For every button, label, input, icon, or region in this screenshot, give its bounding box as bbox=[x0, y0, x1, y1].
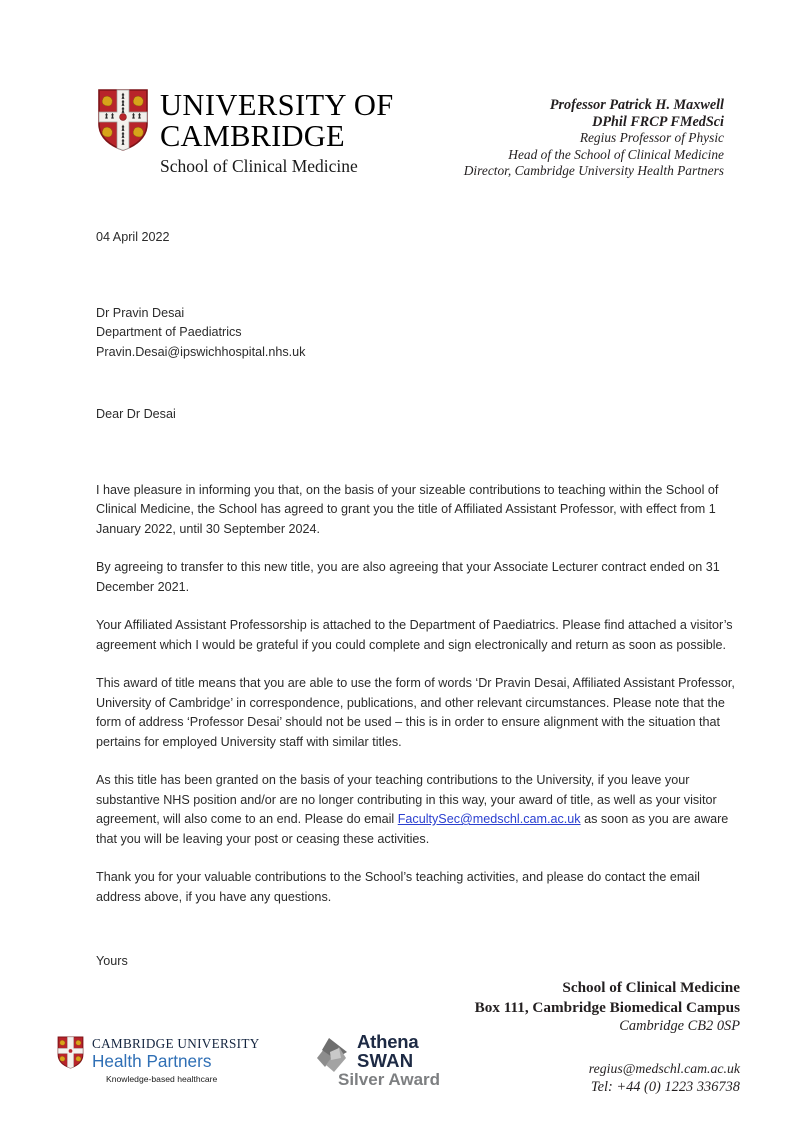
university-wordmark bbox=[160, 88, 394, 177]
paragraph-spacer bbox=[96, 539, 738, 558]
athena-line-silver-award: Silver Award bbox=[338, 1070, 441, 1089]
recipient-email: Pravin.Desai@ipswichhospital.nhs.uk bbox=[96, 344, 306, 359]
recipient-address bbox=[96, 304, 738, 363]
paragraph-conditions-after: as soon as you are aware that you will be leaving your post or ceasing these activities. bbox=[96, 812, 729, 846]
cuhp-line-health-partners: Health Partners bbox=[92, 1051, 212, 1071]
paragraph-title-award: I have pleasure in informing you that, on the basis of your sizeable contributions to teaching within the School of Clinical Medicine, the School has agreed to grant you the title of Affiliated Assistant Professor, with effect from 1 January 2022, until 30 September 2024. bbox=[96, 482, 719, 536]
letter-body bbox=[96, 228, 738, 972]
athena-wordmark bbox=[338, 1031, 441, 1089]
paragraph-department-attachment: Your Affiliated Assistant Professorship is attached to the Department of Paediatrics. Please find attached a visitor’s agreement which I would be grateful if you could complete and sign electronically and return as soon as possible. bbox=[96, 618, 733, 652]
signatory-qualifications: DPhil FRCP FMedSci bbox=[592, 113, 724, 130]
signatory-role-head: Head of the School of Clinical Medicine bbox=[508, 146, 724, 162]
brand-line-university: UNIVERSITY OF bbox=[160, 88, 394, 122]
cuhp-tagline: Knowledge-based healthcare bbox=[106, 1074, 218, 1084]
salutation: Dear Dr Desai bbox=[96, 407, 176, 421]
signatory-role-director: Director, Cambridge University Health Partners bbox=[463, 163, 724, 178]
recipient-name: Dr Pravin Desai bbox=[96, 305, 185, 320]
paragraph-spacer bbox=[96, 597, 738, 616]
cambridge-university-health-partners-logo bbox=[57, 1036, 260, 1085]
cambridge-crest-icon bbox=[97, 88, 149, 152]
footer-street-address: Box 111, Cambridge Biomedical Campus bbox=[474, 998, 740, 1016]
faculty-secretary-email-link[interactable]: FacultySec@medschl.cam.ac.uk bbox=[397, 812, 581, 826]
signatory-name: Professor Patrick H. Maxwell bbox=[549, 97, 724, 113]
brand-subtitle: School of Clinical Medicine bbox=[160, 156, 358, 176]
athena-swan-silver-award-logo bbox=[313, 1031, 441, 1090]
sign-off: Yours bbox=[96, 954, 128, 968]
brand-line-cambridge: CAMBRIDGE bbox=[160, 119, 345, 153]
footer-school-name: School of Clinical Medicine bbox=[562, 979, 740, 996]
paragraph-form-of-words: This award of title means that you are able to use the form of words ‘Dr Pravin Desai, Affiliated Assistant Professor, University of Cambridge’ in correspondence, publications, and other relevant circumstances. Please note that the form of address ‘Professor Desai’ should not be used – this is in order to ensure alignment with the situation that pertains for employed University staff with similar titles. bbox=[96, 676, 735, 749]
cambridge-crest-icon bbox=[57, 1036, 84, 1069]
signatory-role-regius: Regius Professor of Physic bbox=[579, 130, 724, 145]
paragraph-spacer bbox=[96, 849, 738, 868]
footer-telephone: Tel: +44 (0) 1223 336738 bbox=[590, 1078, 740, 1095]
university-brand bbox=[97, 88, 394, 177]
athena-line-athena: Athena bbox=[357, 1031, 419, 1052]
paragraph-thanks: Thank you for your valuable contributions to the School’s teaching activities, and please do contact the email address above, if you have any questions. bbox=[96, 870, 700, 904]
footer-city-postcode: Cambridge CB2 0SP bbox=[619, 1018, 740, 1034]
paragraph-spacer bbox=[96, 655, 738, 674]
recipient-department: Department of Paediatrics bbox=[96, 325, 242, 339]
paragraph-conditions-before: As this title has been granted on the basis of your teaching contributions to the University, if you leave your substantive NHS position and/or are no longer contributing in this way, your award of title, as well as your visitor agreement, will also come to an end. Please do email bbox=[96, 773, 717, 826]
athena-line-swan: SWAN bbox=[357, 1050, 414, 1071]
cuhp-line-cambridge-university: CAMBRIDGE UNIVERSITY bbox=[92, 1036, 260, 1051]
paragraph-conditions bbox=[96, 771, 738, 849]
footer-address-block bbox=[475, 978, 740, 1097]
paragraph-contract-end: By agreeing to transfer to this new title, you are also agreeing that your Associate Lecturer contract ended on 31 December 2021. bbox=[96, 560, 720, 594]
letter-date: 04 April 2022 bbox=[96, 230, 170, 244]
letterhead bbox=[97, 88, 740, 193]
signatory-block bbox=[464, 97, 724, 180]
footer-email: regius@medschl.cam.ac.uk bbox=[588, 1060, 740, 1076]
paragraph-spacer bbox=[96, 752, 738, 771]
cuhp-wordmark bbox=[92, 1036, 260, 1085]
